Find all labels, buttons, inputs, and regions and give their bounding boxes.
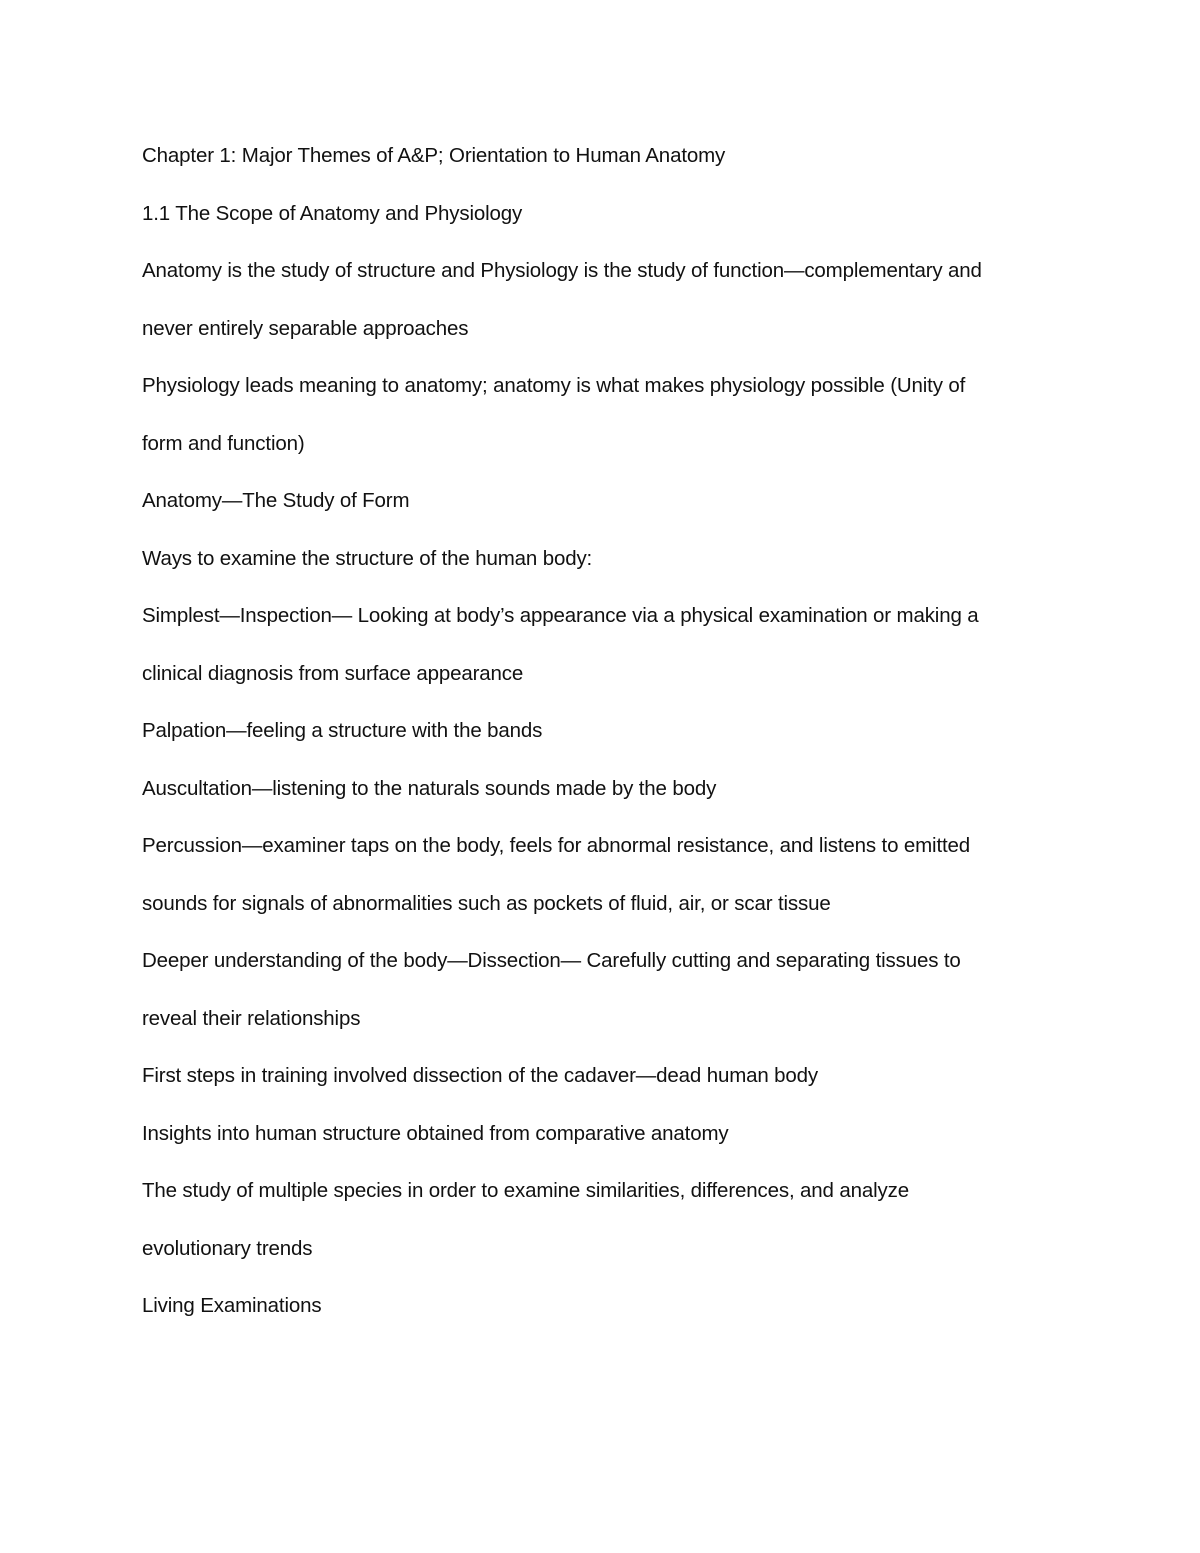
document-body xyxy=(142,139,1062,1347)
body-line: Palpation—feeling a structure with the bands xyxy=(142,719,543,742)
section-heading: 1.1 The Scope of Anatomy and Physiology xyxy=(142,201,523,225)
body-line: Deeper understanding of the body—Dissection— Carefully cutting and separating tissues to xyxy=(142,949,961,972)
chapter-title: Chapter 1: Major Themes of A&P; Orientation to Human Anatomy xyxy=(142,144,726,167)
subsection-heading: Anatomy—The Study of Form xyxy=(142,489,410,512)
body-line: Simplest—Inspection— Looking at body’s appearance via a physical examination or making a xyxy=(142,604,979,627)
body-line: Living Examinations xyxy=(142,1294,322,1317)
body-line: The study of multiple species in order to examine similarities, differences, and analyze xyxy=(142,1179,909,1202)
body-line: form and function) xyxy=(142,431,305,455)
body-line: Ways to examine the structure of the human body: xyxy=(142,546,593,570)
body-line: Anatomy is the study of structure and Physiology is the study of function—complementary and xyxy=(142,259,982,282)
body-line: clinical diagnosis from surface appearance xyxy=(142,661,524,685)
body-line: First steps in training involved dissection of the cadaver—dead human body xyxy=(142,1064,819,1087)
body-line: reveal their relationships xyxy=(142,1006,361,1030)
body-line: sounds for signals of abnormalities such as pockets of fluid, air, or scar tissue xyxy=(142,891,831,915)
body-line: Physiology leads meaning to anatomy; anatomy is what makes physiology possible (Unity of xyxy=(142,374,966,397)
body-line: never entirely separable approaches xyxy=(142,316,469,340)
body-line: Percussion—examiner taps on the body, feels for abnormal resistance, and listens to emitted xyxy=(142,834,971,857)
body-line: Auscultation—listening to the naturals sounds made by the body xyxy=(142,776,717,800)
body-line: Insights into human structure obtained from comparative anatomy xyxy=(142,1121,729,1145)
body-line: evolutionary trends xyxy=(142,1236,313,1260)
